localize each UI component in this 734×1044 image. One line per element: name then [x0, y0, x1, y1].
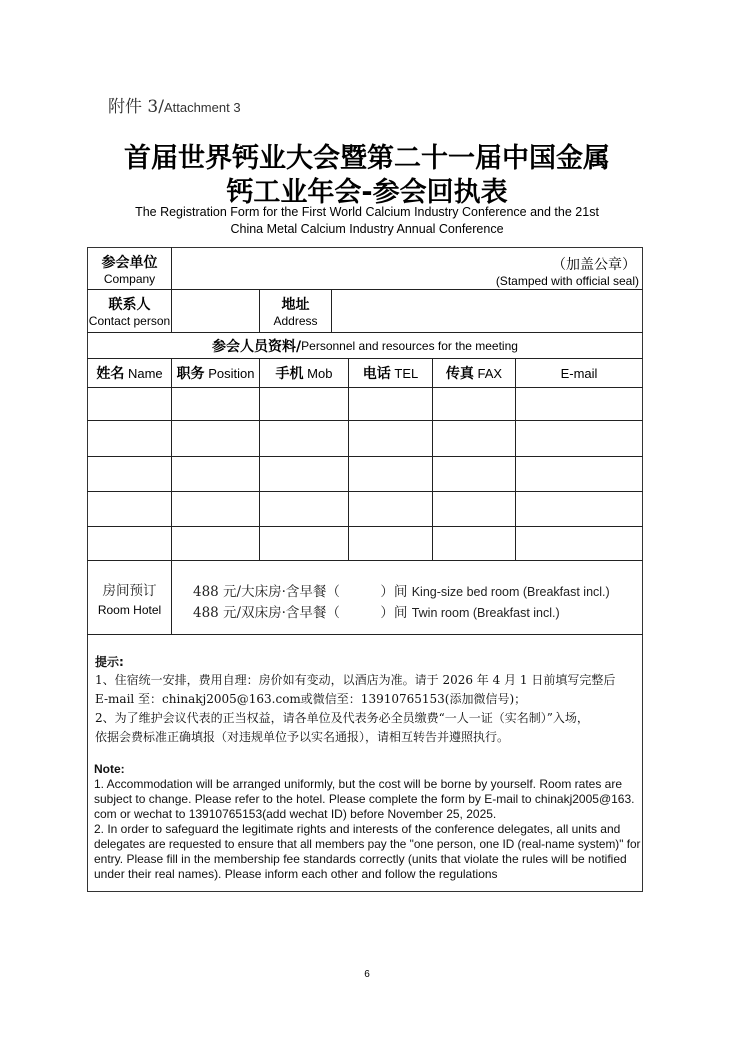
personnel-heading-en: Personnel and resources for the meeting	[301, 338, 518, 353]
room-label	[88, 576, 171, 620]
contact-label-en: Contact person	[88, 314, 171, 328]
attachment-en: Attachment 3	[163, 100, 241, 115]
column-header-name	[88, 359, 171, 387]
column-header-tel	[349, 359, 432, 387]
table-row[interactable]	[88, 457, 642, 491]
column-header-en: Name	[127, 365, 163, 381]
address-label-en: Address	[273, 314, 318, 328]
notes-en-line: entry. Please fill in the membership fee standards correctly (units that violate the rules will be notified	[94, 852, 627, 866]
company-label	[88, 248, 171, 289]
column-header-zh: 传真	[445, 366, 474, 382]
attachment-zh: 附件 3/	[108, 97, 164, 117]
notes-zh-line: 2、为了维护会议代表的正当权益，请各单位及代表务必全员缴费“一人一证（实名制）”入场，	[95, 711, 589, 725]
notes-en-line: com or wechat to 13910765153(add wechat ID) before November 25, 2025.	[94, 807, 497, 821]
seal-note-en: (Stamped with official seal)	[495, 274, 639, 288]
column-header-fax	[433, 359, 515, 387]
address-label-zh: 地址	[281, 297, 310, 313]
notes-en-line: 2. In order to safeguard the legitimate rights and interests of the conference delegates, all units and	[94, 822, 621, 836]
table-row[interactable]	[88, 388, 642, 420]
room-option-en: Twin room (Breakfast incl.)	[411, 606, 560, 620]
address-label	[260, 290, 331, 332]
title-line-1: 首届世界钙业大会暨第二十一届中国金属	[124, 143, 610, 174]
contact-label	[88, 290, 171, 332]
room-option-twin[interactable]	[193, 601, 560, 621]
notes-en-line: 1. Accommodation will be arranged uniformly, but the cost will be borne by yourself. Room rates are	[94, 777, 623, 791]
column-header-position	[172, 359, 259, 387]
column-header-zh: 职务	[176, 366, 205, 382]
personnel-heading-zh: 参会人员资料/	[212, 338, 302, 355]
column-header-zh: 姓名	[96, 366, 125, 382]
column-header-email	[516, 359, 642, 387]
notes-en-line: delegates are requested to ensure that all members pay the "one person, one ID (real-name system)" for	[94, 837, 641, 851]
column-header-en: TEL	[394, 365, 419, 381]
contact-label-zh: 联系人	[108, 297, 151, 313]
table-row[interactable]	[88, 492, 642, 526]
column-header-en: E-mail	[560, 365, 598, 381]
notes-zh-line: 依据会费标准正确填报（对违规单位予以实名通报），请相互转告并遵照执行。	[95, 730, 510, 744]
column-header-en: Mob	[307, 365, 333, 381]
personnel-heading	[88, 333, 642, 358]
room-label-zh: 房间预订	[102, 583, 157, 599]
room-option-zh: 488 元/大床房·含早餐（ ）间	[193, 584, 408, 600]
page-number: 6	[364, 969, 370, 980]
column-header-zh: 手机	[275, 366, 304, 382]
notes-zh-heading: 提示:	[95, 655, 124, 669]
column-header-en: FAX	[477, 365, 503, 381]
room-option-en: King-size bed room (Breakfast incl.)	[411, 585, 610, 599]
notes-en-line: subject to change. Please refer to the hotel. Please complete the form by E-mail to chinakj2005@163.	[94, 792, 635, 806]
notes-zh-line: E-mail 至：chinakj2005@163.com或微信至：13910765153(添加微信号)；	[95, 692, 527, 706]
title-line-2: 钙工业年会-参会回执表	[226, 177, 508, 208]
room-option-king[interactable]	[193, 580, 610, 600]
table-row[interactable]	[88, 527, 642, 560]
column-header-zh: 电话	[362, 366, 391, 382]
contact-field[interactable]	[172, 290, 259, 332]
notes-en-line: under their real names). Please inform each other and follow the regulations	[94, 867, 498, 881]
address-field[interactable]	[332, 290, 642, 332]
company-label-en: Company	[103, 271, 156, 286]
room-option-zh: 488 元/双床房·含早餐（ ）间	[193, 605, 408, 621]
column-header-en: Position	[208, 365, 255, 381]
subtitle-line-2: China Metal Calcium Industry Annual Conference	[230, 222, 504, 236]
subtitle-line-1: The Registration Form for the First World Calcium Industry Conference and the 21st	[135, 205, 599, 219]
column-header-mob	[260, 359, 348, 387]
table-row[interactable]	[88, 421, 642, 456]
company-label-zh: 参会单位	[101, 254, 158, 271]
room-label-en: Room Hotel	[97, 603, 162, 617]
seal-note-zh: （加盖公章）	[552, 257, 636, 273]
row-divider	[87, 634, 643, 635]
notes-en-heading: Note:	[94, 762, 125, 776]
attachment-label	[108, 92, 241, 117]
notes-zh-line: 1、住宿统一安排，费用自理：房价如有变动，以酒店为准。请于 2026 年 4 月 1 日前填写完整后	[95, 673, 616, 687]
